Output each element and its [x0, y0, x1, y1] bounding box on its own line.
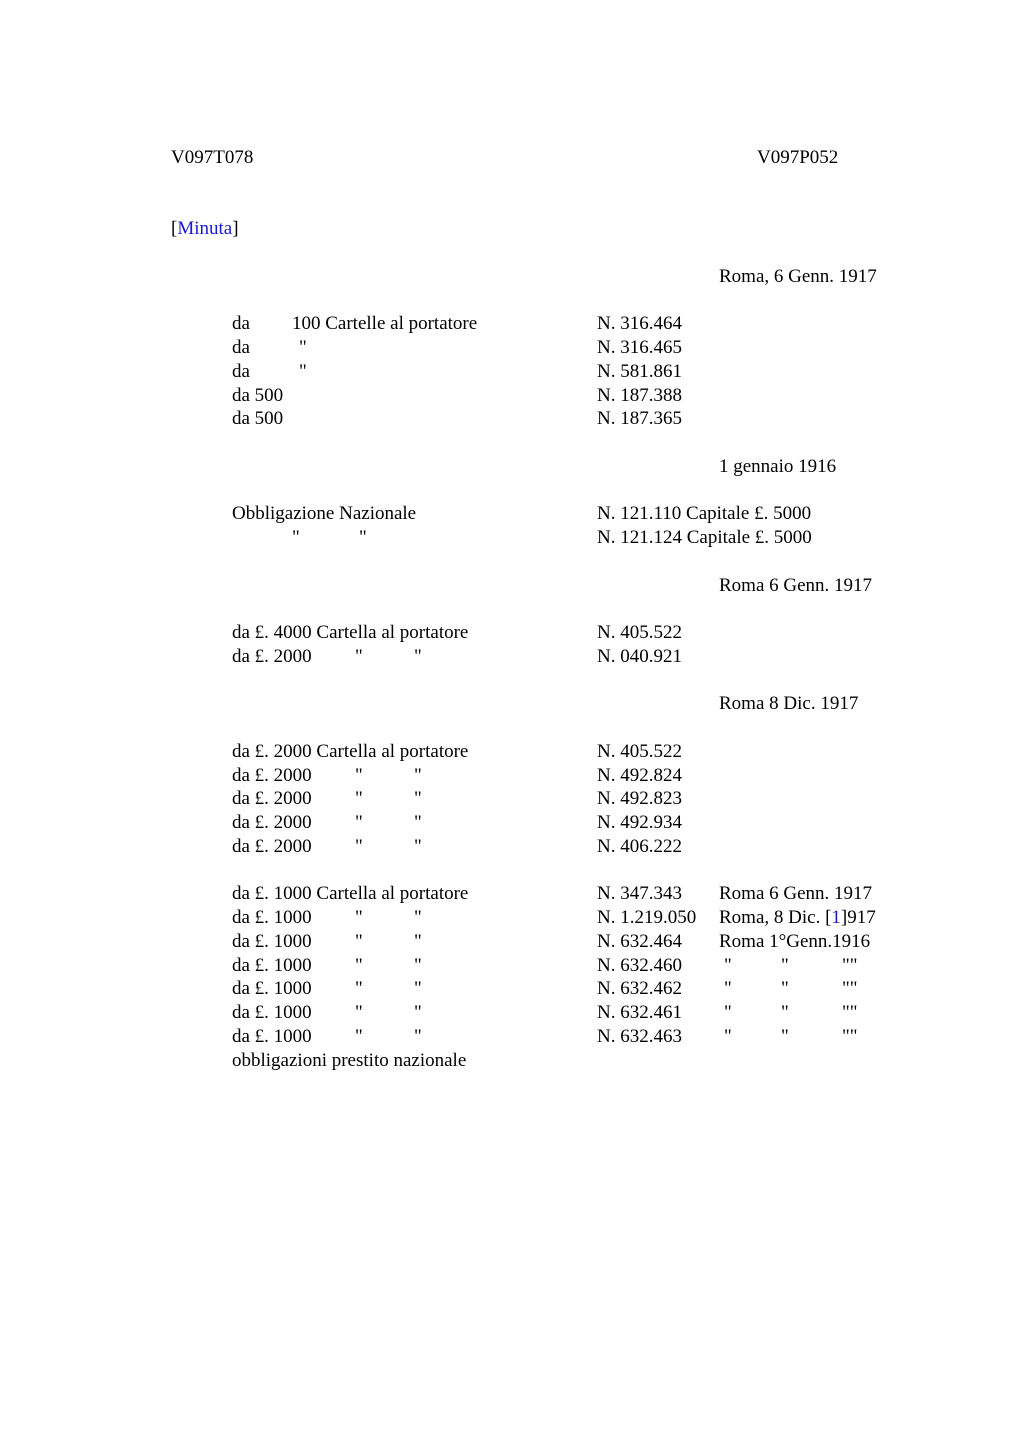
item-date: Roma 1°Genn.1916: [719, 931, 871, 952]
item-date: Roma 6 Genn. 1917: [719, 883, 873, 904]
item-number: N. 632.463: [597, 1026, 682, 1047]
list-item: [0, 526, 1024, 550]
ditto-mark: ": [414, 812, 422, 833]
item-prefix: da £. 2000: [232, 765, 312, 786]
ditto-mark: ": [414, 765, 422, 786]
editorial-link[interactable]: 1: [831, 907, 841, 928]
ditto-mark: ": [414, 907, 422, 928]
list-item: [0, 1025, 1024, 1049]
ditto-mark: ": [414, 1002, 422, 1023]
ditto-mark: "": [842, 955, 858, 976]
item-prefix: da £. 1000: [232, 1002, 312, 1023]
ditto-mark: ": [355, 978, 363, 999]
item-description: da £. 2000 Cartella al portatore: [232, 741, 469, 762]
list-item: [0, 360, 1024, 384]
ditto-mark: ": [355, 907, 363, 928]
item-prefix: da £. 2000: [232, 812, 312, 833]
ditto-mark: ": [414, 978, 422, 999]
item-number: N. 040.921: [597, 646, 682, 667]
minuta-bracket-open: [: [171, 218, 178, 239]
list-item: [0, 407, 1024, 431]
item-number: N. 316.464: [597, 313, 682, 334]
item-number: N. 492.824: [597, 765, 682, 786]
ditto-mark: ": [355, 955, 363, 976]
ditto-mark: ": [414, 788, 422, 809]
item-number: N. 492.823: [597, 788, 682, 809]
ditto-mark: ": [355, 1026, 363, 1047]
item-date: [719, 906, 876, 930]
minuta-bracket-close: ]: [232, 218, 239, 239]
date-heading-4: Roma 8 Dic. 1917: [719, 693, 859, 714]
item-number: N. 492.934: [597, 812, 682, 833]
ditto-mark: "": [842, 978, 858, 999]
list-item: [0, 977, 1024, 1001]
list-item: [0, 835, 1024, 859]
ditto-mark: ": [781, 1002, 789, 1023]
date-heading-2: 1 gennaio 1916: [719, 456, 837, 477]
item-number: N. 406.222: [597, 836, 682, 857]
ditto-mark: ": [724, 1002, 732, 1023]
item-prefix: da £. 1000: [232, 978, 312, 999]
item-prefix: da £. 1000: [232, 1026, 312, 1047]
item-number: N. 632.462: [597, 978, 682, 999]
item-description: da £. 4000 Cartella al portatore: [232, 622, 469, 643]
ditto-mark: ": [355, 836, 363, 857]
item-number: N. 316.465: [597, 337, 682, 358]
item-number: N. 581.861: [597, 361, 682, 382]
ditto-mark: ": [414, 1026, 422, 1047]
item-description: da £. 1000 Cartella al portatore: [232, 883, 469, 904]
item-prefix: da £. 2000: [232, 836, 312, 857]
ditto-mark: ": [355, 1002, 363, 1023]
item-number: N. 405.522: [597, 741, 682, 762]
item-number: N. 187.388: [597, 385, 682, 406]
list-item: [0, 645, 1024, 669]
date-heading-1: Roma, 6 Genn. 1917: [719, 266, 877, 287]
ditto-mark: ": [355, 765, 363, 786]
list-item: [0, 312, 1024, 336]
item-prefix: da: [232, 361, 250, 382]
item-prefix: da £. 2000: [232, 646, 312, 667]
ditto-mark: ": [355, 646, 363, 667]
ditto-mark: "": [842, 1002, 858, 1023]
ditto-mark: ": [724, 955, 732, 976]
list-item: [0, 502, 1024, 526]
ditto-mark: ": [781, 1026, 789, 1047]
item-number: N. 1.219.050: [597, 907, 697, 928]
item-number: N. 347.343: [597, 883, 682, 904]
list-item: [0, 882, 1024, 906]
list-item: [0, 1001, 1024, 1025]
item-prefix: da 500: [232, 408, 284, 429]
item-number: N. 405.522: [597, 622, 682, 643]
item-prefix: da £. 1000: [232, 955, 312, 976]
footer-line: obbligazioni prestito nazionale: [232, 1050, 467, 1071]
list-item: [0, 954, 1024, 978]
item-number: N. 632.464: [597, 931, 682, 952]
list-item: [0, 384, 1024, 408]
document-code-right: V097P052: [757, 147, 839, 168]
list-item: [0, 764, 1024, 788]
ditto-mark: ": [414, 931, 422, 952]
list-item: [0, 740, 1024, 764]
item-number: N. 121.110 Capitale £. 5000: [597, 503, 812, 524]
ditto-mark: ": [355, 788, 363, 809]
item-number: N. 632.460: [597, 955, 682, 976]
item-prefix: da £. 1000: [232, 931, 312, 952]
ditto-mark: ": [355, 931, 363, 952]
item-prefix: da: [232, 313, 250, 334]
item-number: N. 632.461: [597, 1002, 682, 1023]
list-item: [0, 787, 1024, 811]
item-number: N. 121.124 Capitale £. 5000: [597, 527, 812, 548]
ditto-mark: ": [414, 836, 422, 857]
ditto-mark: ": [781, 978, 789, 999]
list-item: [0, 1049, 1024, 1073]
item-prefix: da £. 1000: [232, 907, 312, 928]
item-date-prefix: Roma, 8 Dic. [: [719, 907, 832, 928]
item-number: N. 187.365: [597, 408, 682, 429]
list-item: [0, 930, 1024, 954]
ditto-mark: ": [299, 337, 307, 358]
ditto-mark: ": [414, 955, 422, 976]
minuta-label: [171, 217, 239, 241]
list-item: [0, 336, 1024, 360]
ditto-mark: ": [414, 646, 422, 667]
item-prefix: da 500: [232, 385, 284, 406]
list-item: [0, 906, 1024, 930]
ditto-mark: ": [292, 527, 300, 548]
list-item: [0, 811, 1024, 835]
document-code-left: V097T078: [171, 147, 254, 168]
ditto-mark: ": [299, 361, 307, 382]
ditto-mark: ": [359, 527, 367, 548]
minuta-link[interactable]: Minuta: [177, 218, 233, 239]
item-prefix: da: [232, 337, 250, 358]
ditto-mark: ": [724, 978, 732, 999]
date-heading-3: Roma 6 Genn. 1917: [719, 575, 873, 596]
ditto-mark: "": [842, 1026, 858, 1047]
item-description: Obbligazione Nazionale: [232, 503, 417, 524]
item-date-suffix: ]917: [840, 907, 876, 928]
ditto-mark: ": [724, 1026, 732, 1047]
ditto-mark: ": [355, 812, 363, 833]
ditto-mark: ": [781, 955, 789, 976]
list-item: [0, 621, 1024, 645]
item-prefix: da £. 2000: [232, 788, 312, 809]
item-description: 100 Cartelle al portatore: [292, 313, 478, 334]
